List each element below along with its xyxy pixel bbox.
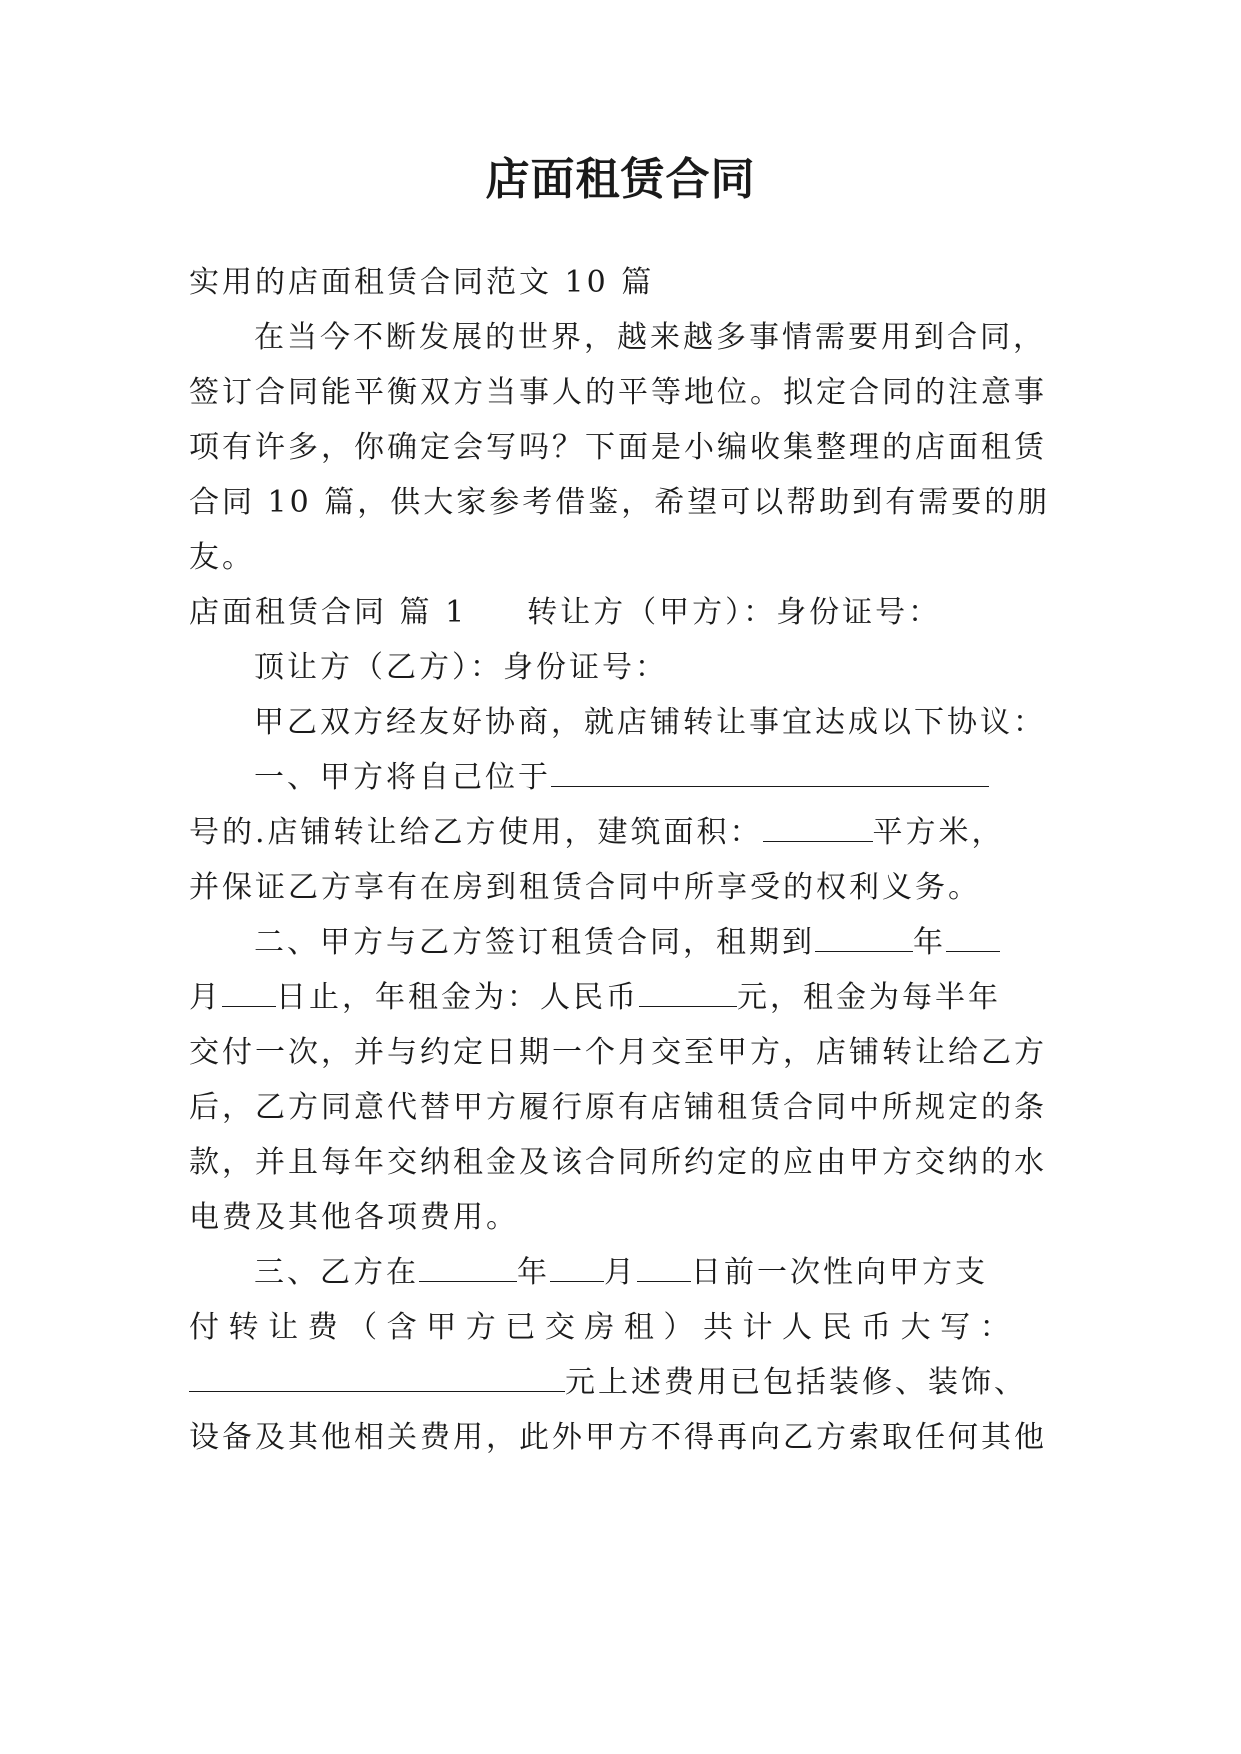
area-blank [763, 813, 873, 842]
payment-year-label: 年 [517, 1255, 550, 1290]
lease-day-blank [222, 978, 276, 1007]
rent-text-2: 元，租金为每半年 [737, 980, 1001, 1015]
intro-line-3: 项有许多，你确定会写吗？下面是小编收集整理的店面租赁 [189, 430, 1047, 465]
clause-2-text: 二、甲方与乙方签订租赁合同，租期到 [254, 925, 815, 960]
intro-line-5: 友。 [189, 540, 255, 575]
payment-month-label: 月 [604, 1255, 637, 1290]
section-heading: 店面租赁合同 篇 1 [189, 595, 468, 630]
clause-2-line-2 [189, 978, 1001, 1018]
intro-line-4: 合同 10 篇，供大家参考借鉴，希望可以帮助到有需要的朋 [189, 485, 1051, 520]
month-label: 月 [189, 980, 222, 1015]
clause-2-line-3: 交付一次，并与约定日期一个月交至甲方，店铺转让给乙方 [189, 1035, 1047, 1070]
clause-1-line-1 [254, 758, 989, 798]
clause-3-text-2: 日前一次性向甲方支 [691, 1255, 988, 1290]
clause-3-line-4: 设备及其他相关费用，此外甲方不得再向乙方索取任何其他 [189, 1420, 1047, 1455]
clause-3-text: 三、乙方在 [254, 1255, 419, 1290]
address-blank [551, 758, 989, 787]
payment-month-blank [550, 1253, 604, 1282]
clause-1-text: 一、甲方将自己位于 [254, 760, 551, 795]
clause-2-line-4: 后，乙方同意代替甲方履行原有店铺租赁合同中所规定的条 [189, 1090, 1047, 1125]
payment-year-blank [419, 1253, 517, 1282]
clause-2-line-5: 款，并且每年交纳租金及该合同所约定的应由甲方交纳的水 [189, 1145, 1047, 1180]
clause-2-line-1 [254, 923, 1000, 963]
document-title: 店面租赁合同 [485, 154, 756, 205]
lease-month-blank [946, 923, 1000, 952]
intro-line-1: 在当今不断发展的世界，越来越多事情需要用到合同， [254, 320, 1046, 355]
fee-amount-blank [189, 1363, 565, 1392]
clause-1-line-2 [189, 813, 1005, 853]
clause-3-line-3 [189, 1363, 1027, 1403]
clause-2-line-6: 电费及其他各项费用。 [189, 1200, 519, 1235]
clause-3-line-1 [254, 1253, 988, 1293]
intro-line-2: 签订合同能平衡双方当事人的平等地位。拟定合同的注意事 [189, 375, 1047, 410]
clause-1-line-3: 并保证乙方享有在房到租赁合同中所享受的权利义务。 [189, 870, 981, 905]
agreement-intro-line: 甲乙双方经友好协商，就店铺转让事宜达成以下协议： [254, 705, 1046, 740]
year-label: 年 [913, 925, 946, 960]
rent-text: 日止，年租金为：人民币 [276, 980, 639, 1015]
payment-day-blank [637, 1253, 691, 1282]
lease-year-blank [815, 923, 913, 952]
clause-3-line-2: 付 转 让 费 （ 含 甲 方 已 交 房 租 ） 共 计 人 民 币 大 写 ： [189, 1310, 1010, 1345]
clause-3-text-3: 元上述费用已包括装修、装饰、 [565, 1365, 1027, 1400]
section-heading-line [189, 593, 941, 633]
clause-1-text-2: 号的.店铺转让给乙方使用，建筑面积： [189, 815, 763, 850]
rent-amount-blank [639, 978, 737, 1007]
transferor-label: 转让方（甲方）：身份证号： [527, 595, 942, 630]
subtitle-line: 实用的店面租赁合同范文 10 篇 [189, 265, 655, 300]
area-unit: 平方米， [872, 815, 1005, 850]
transferee-line: 顶让方（乙方）：身份证号： [254, 650, 668, 685]
